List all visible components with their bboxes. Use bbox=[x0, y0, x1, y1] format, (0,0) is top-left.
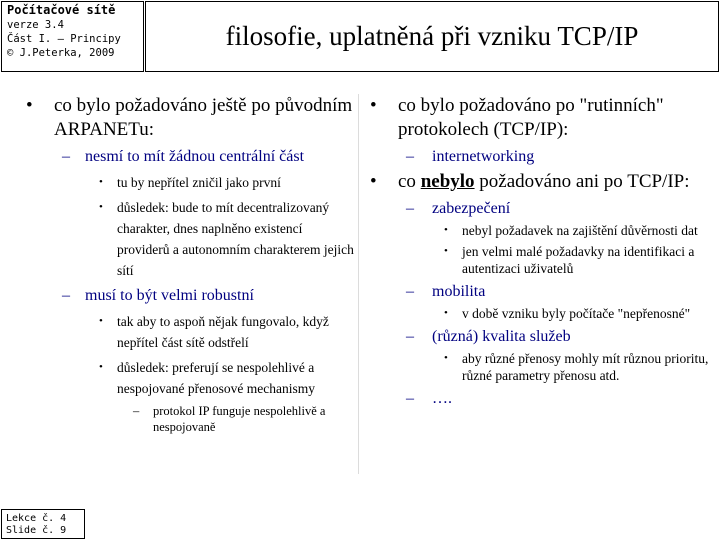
lecture-number: Lekce č. 4 bbox=[6, 513, 67, 524]
slide-header bbox=[0, 0, 720, 73]
bullet-text-emphasis: nebylo bbox=[420, 171, 475, 192]
slide-number: Slide č. 9 bbox=[6, 525, 67, 536]
bullet-icon: • bbox=[444, 245, 448, 257]
bullet-icon: • bbox=[370, 95, 377, 116]
bullet-text-suffix: požadováno ani po TCP/IP: bbox=[474, 171, 690, 192]
bullet-icon: • bbox=[444, 307, 448, 319]
bullet-icon: • bbox=[444, 352, 448, 364]
bullet-icon: • bbox=[99, 361, 103, 373]
sub-heading bbox=[20, 285, 358, 307]
bullet-item bbox=[20, 94, 358, 142]
sub-point bbox=[364, 305, 714, 322]
nested-point-text: protokol IP funguje nespolehlivě a nespojovaně bbox=[153, 404, 326, 434]
sub-heading bbox=[364, 326, 714, 347]
sub-heading-text: mobilita bbox=[432, 283, 486, 300]
dash-icon: – bbox=[406, 390, 414, 407]
version-label: verze 3.4 bbox=[7, 19, 64, 31]
slide-title-box bbox=[145, 1, 719, 72]
sub-point-text: jen velmi malé požadavky na identifikaci a autentizaci uživatelů bbox=[462, 244, 695, 276]
dash-icon: – bbox=[62, 287, 70, 304]
bullet-icon: • bbox=[99, 201, 103, 213]
bullet-icon: • bbox=[444, 224, 448, 236]
sub-point-text: důsledek: bude to mít decentralizovaný charakter, dnes naplněno existencí providerů a autonomním charakterem jejich sítí bbox=[117, 200, 354, 278]
sub-point-text: nebyl požadavek na zajištění důvěrnosti dat bbox=[462, 223, 698, 238]
sub-point bbox=[20, 172, 358, 193]
slide-footer bbox=[1, 509, 85, 539]
dash-icon: – bbox=[62, 148, 70, 165]
bullet-item bbox=[364, 170, 714, 194]
sub-heading-text: nesmí to mít žádnou centrální část bbox=[85, 148, 305, 165]
bullet-icon: • bbox=[26, 95, 33, 116]
nested-point bbox=[20, 403, 358, 435]
sub-heading-text: (různá) kvalita služeb bbox=[432, 328, 571, 345]
sub-point-text: důsledek: preferují se nespolehlivé a nespojované přenosové mechanismy bbox=[117, 360, 315, 396]
sub-heading bbox=[364, 388, 714, 409]
dash-icon: – bbox=[406, 283, 414, 300]
sub-point bbox=[20, 311, 358, 353]
sub-heading-text: internetworking bbox=[432, 148, 535, 165]
dash-icon: – bbox=[133, 404, 140, 418]
dash-icon: – bbox=[406, 148, 414, 165]
part-label: Část I. – Principy bbox=[7, 33, 121, 45]
bullet-icon: • bbox=[370, 171, 377, 192]
course-name: Počítačové sítě bbox=[7, 3, 116, 17]
sub-heading bbox=[364, 146, 714, 167]
slide-title: filosofie, uplatněná při vzniku TCP/IP bbox=[225, 21, 639, 51]
sub-heading-text: musí to být velmi robustní bbox=[85, 287, 254, 304]
left-column bbox=[20, 94, 358, 437]
bullet-text: co bylo požadováno ještě po původním ARPANETu: bbox=[54, 95, 353, 140]
sub-heading-text: …. bbox=[432, 390, 452, 407]
sub-point-text: tak aby to aspoň nějak fungovalo, když nepřítel část sítě odstřelí bbox=[117, 314, 329, 350]
course-info-box bbox=[1, 1, 144, 72]
bullet-icon: • bbox=[99, 315, 103, 327]
copyright-label: © J.Peterka, 2009 bbox=[7, 47, 115, 59]
sub-point-text: aby různé přenosy mohly mít různou prioritu, různé parametry přenosu atd. bbox=[462, 351, 709, 383]
dash-icon: – bbox=[406, 328, 414, 345]
sub-point bbox=[364, 243, 714, 277]
column-divider bbox=[358, 94, 359, 474]
sub-point bbox=[20, 197, 358, 281]
right-column bbox=[364, 94, 714, 412]
sub-heading bbox=[20, 146, 358, 168]
sub-point bbox=[364, 350, 714, 384]
sub-heading-text: zabezpečení bbox=[432, 200, 511, 217]
sub-point bbox=[364, 222, 714, 239]
bullet-text-prefix: co bbox=[398, 171, 421, 192]
sub-point-text: v době vzniku byly počítače "nepřenosné" bbox=[462, 306, 691, 321]
sub-heading bbox=[364, 198, 714, 219]
sub-point-text: tu by nepřítel zničil jako první bbox=[117, 175, 281, 190]
sub-heading bbox=[364, 281, 714, 302]
sub-point bbox=[20, 357, 358, 399]
dash-icon: – bbox=[406, 200, 414, 217]
bullet-icon: • bbox=[99, 176, 103, 188]
bullet-text: co bylo požadováno po "rutinních" protokolech (TCP/IP): bbox=[398, 95, 664, 140]
bullet-item bbox=[364, 94, 714, 142]
